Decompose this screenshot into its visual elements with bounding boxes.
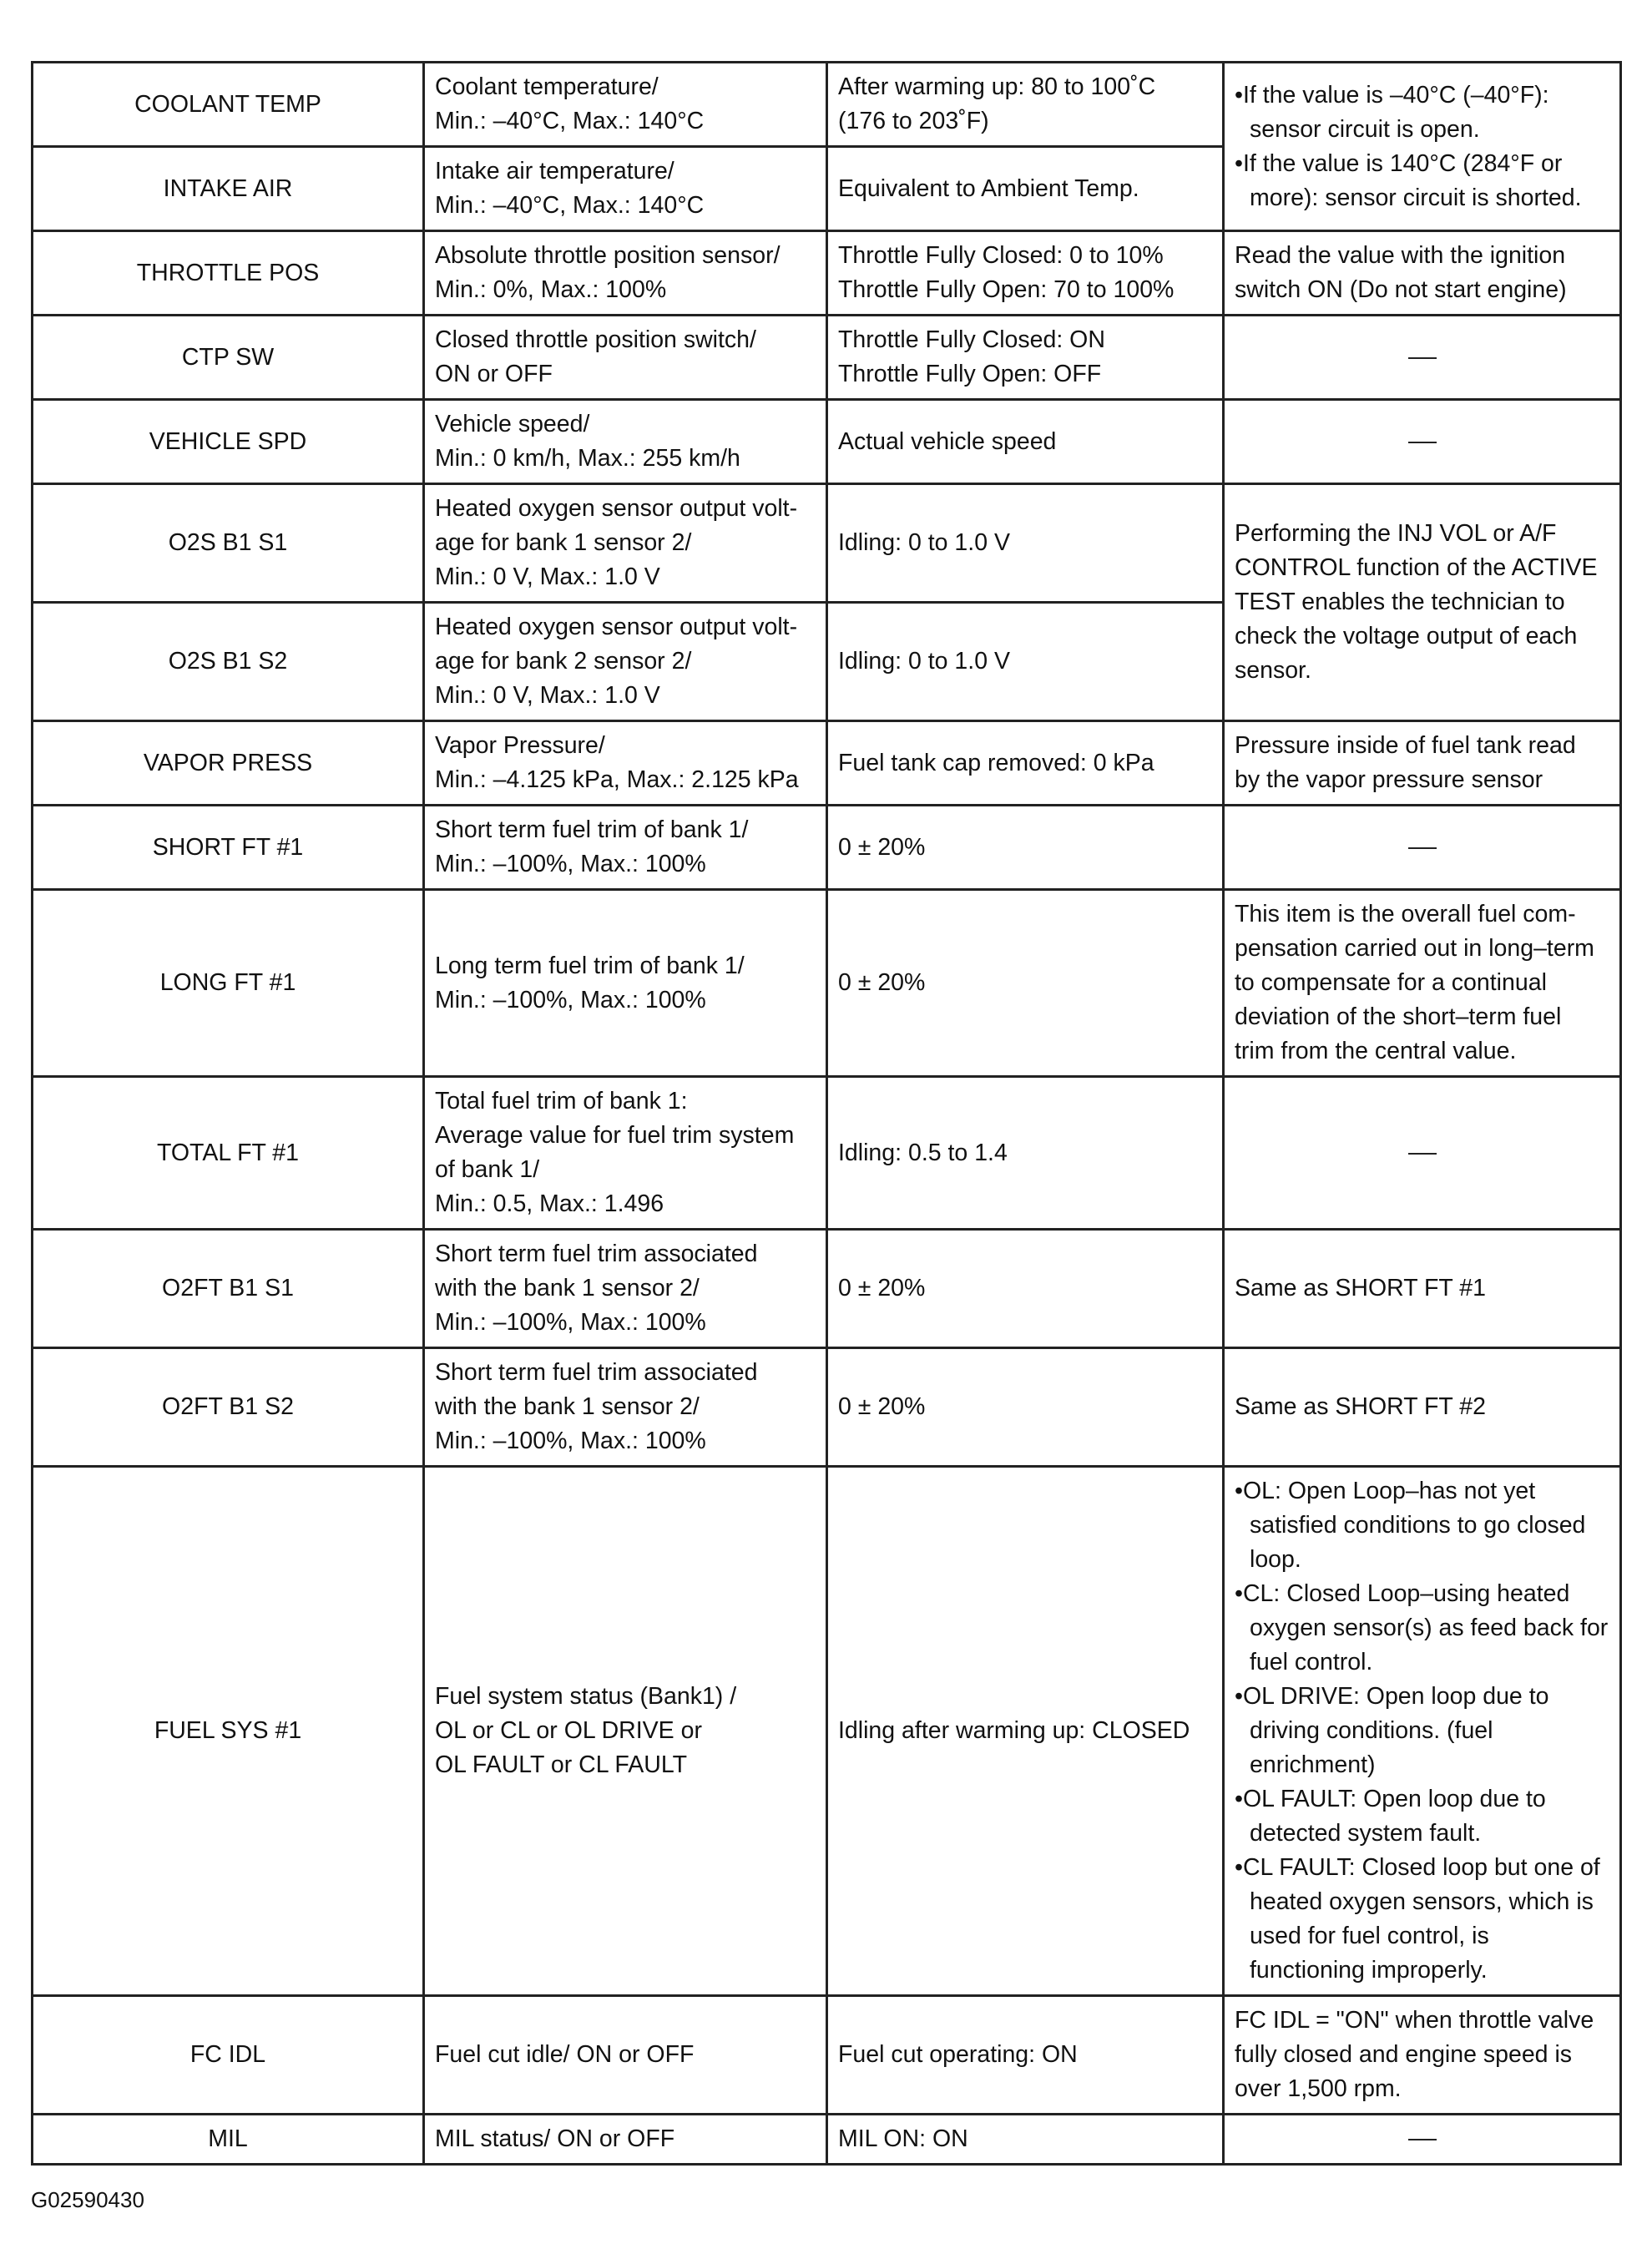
measurement-line: Min.: –4.125 kPa, Max.: 2.125 kPa (435, 766, 799, 793)
diagnostic-note-line: switch ON (Do not start engine) (1235, 276, 1567, 303)
normal-condition-cell (827, 1996, 1224, 2115)
item-label: INTAKE AIR (163, 174, 293, 202)
measurement-line: Vapor Pressure/ (435, 732, 605, 759)
normal-condition-line: Actual vehicle speed (838, 427, 1057, 455)
normal-condition-cell (827, 1467, 1224, 1996)
diagnostic-note-line: Same as SHORT FT #1 (1235, 1275, 1486, 1301)
measurement-line: OL FAULT or CL FAULT (435, 1751, 687, 1778)
measurement-cell (424, 721, 827, 806)
item-label: COOLANT TEMP (134, 90, 321, 118)
normal-condition-cell (827, 484, 1224, 603)
normal-condition-line: Fuel tank cap removed: 0 kPa (838, 749, 1154, 776)
diagnostic-note-line: sensor. (1235, 657, 1311, 684)
normal-condition-cell (827, 1348, 1224, 1467)
item-cell (33, 806, 424, 890)
diagnostic-note-cell (1224, 316, 1621, 400)
table-row (33, 721, 1621, 806)
measurement-line: Min.: –100%, Max.: 100% (435, 1428, 706, 1454)
measurement-cell (424, 484, 827, 603)
table-row (33, 1230, 1621, 1348)
diagnostic-note-line: Read the value with the ignition (1235, 242, 1566, 269)
diagnostic-note-line: trim from the central value. (1235, 1038, 1517, 1064)
normal-condition-line: (176 to 203˚F) (838, 108, 989, 134)
diagnostic-note-cell (1224, 63, 1621, 231)
item-label: LONG FT #1 (159, 969, 296, 996)
diagnostic-note-line: •OL DRIVE: Open loop due to driving conditions. (fuel enrichment) (1235, 1683, 1549, 1778)
normal-condition-line: Throttle Fully Open: 70 to 100% (838, 276, 1175, 303)
normal-condition-cell (827, 1077, 1224, 1230)
item-label: VAPOR PRESS (143, 749, 313, 776)
measurement-line: MIL status/ ON or OFF (435, 2125, 675, 2152)
table-row (33, 1348, 1621, 1467)
normal-condition-line: Throttle Fully Closed: 0 to 10% (838, 242, 1164, 269)
diagnostic-note-line: •OL FAULT: Open loop due to detected system fault. (1235, 1786, 1546, 1847)
item-label: SHORT FT #1 (152, 833, 304, 861)
diagnostic-note-line: •If the value is 140°C (284°F or more): sensor circuit is shorted. (1235, 149, 1582, 211)
diagnostic-note-cell (1224, 484, 1621, 721)
measurement-line: Min.: 0 V, Max.: 1.0 V (435, 564, 660, 590)
figure-code: G02590430 (31, 2187, 144, 2212)
empty-dash (1408, 357, 1437, 359)
measurement-cell (424, 1077, 827, 1230)
diagnostic-note-cell (1224, 1230, 1621, 1348)
item-cell (33, 2115, 424, 2165)
table-row (33, 484, 1621, 603)
diagnostic-note-cell (1224, 231, 1621, 316)
measurement-cell (424, 806, 827, 890)
diagnostic-note-line: •CL: Closed Loop–using heated oxygen sensor(s) as feed back for fuel control. (1235, 1580, 1609, 1675)
table-row (33, 1996, 1621, 2115)
diagnostic-data-table (31, 61, 1622, 2166)
table-row (33, 63, 1621, 147)
item-cell (33, 890, 424, 1077)
item-label: FC IDL (189, 2041, 266, 2068)
normal-condition-cell (827, 603, 1224, 721)
diagnostic-note-cell (1224, 890, 1621, 1077)
table-row (33, 2115, 1621, 2165)
diagnostic-note-cell (1224, 2115, 1621, 2165)
measurement-line: Intake air temperature/ (435, 158, 674, 184)
measurement-line: Fuel cut idle/ ON or OFF (435, 2041, 695, 2068)
diagnostic-note-line: fully closed and engine speed is (1235, 2041, 1573, 2068)
diagnostic-note-line: TEST enables the technician to (1235, 589, 1565, 615)
diagnostic-note-cell (1224, 1996, 1621, 2115)
measurement-line: Min.: –100%, Max.: 100% (435, 1309, 706, 1336)
measurement-cell (424, 603, 827, 721)
item-label: VEHICLE SPD (149, 427, 307, 455)
normal-condition-line: Throttle Fully Open: OFF (838, 361, 1102, 387)
item-label: O2FT B1 S1 (162, 1275, 294, 1301)
diagnostic-note-line: check the voltage output of each (1235, 623, 1578, 649)
item-cell (33, 147, 424, 231)
diagnostic-note-line: This item is the overall fuel com- (1235, 901, 1576, 927)
measurement-cell (424, 316, 827, 400)
empty-dash (1408, 1153, 1437, 1155)
diagnostic-note-line: Same as SHORT FT #2 (1235, 1393, 1486, 1420)
normal-condition-cell (827, 1230, 1224, 1348)
item-cell (33, 231, 424, 316)
measurement-line: age for bank 2 sensor 2/ (435, 648, 692, 675)
item-label: THROTTLE POS (136, 259, 320, 286)
item-cell (33, 721, 424, 806)
diagnostic-note-line: •If the value is –40°C (–40°F): sensor circuit is open. (1235, 81, 1549, 143)
measurement-line: Heated oxygen sensor output volt- (435, 614, 798, 640)
item-label: MIL (208, 2125, 248, 2152)
item-label: TOTAL FT #1 (157, 1139, 299, 1166)
diagnostic-note-cell (1224, 1348, 1621, 1467)
normal-condition-line: After warming up: 80 to 100˚C (838, 73, 1156, 100)
diagnostic-note-cell (1224, 1077, 1621, 1230)
item-label: O2S B1 S1 (168, 529, 288, 556)
empty-dash (1408, 847, 1437, 849)
measurement-line: with the bank 1 sensor 2/ (435, 1275, 700, 1301)
item-cell (33, 1996, 424, 2115)
measurement-line: Average value for fuel trim system (435, 1122, 795, 1149)
diagnostic-note-line: FC IDL = "ON" when throttle valve (1235, 2007, 1594, 2034)
item-label: O2FT B1 S2 (162, 1393, 294, 1420)
measurement-line: Long term fuel trim of bank 1/ (435, 952, 745, 979)
normal-condition-cell (827, 721, 1224, 806)
measurement-line: Coolant temperature/ (435, 73, 659, 100)
item-cell (33, 1230, 424, 1348)
measurement-line: Vehicle speed/ (435, 411, 590, 437)
measurement-cell (424, 1348, 827, 1467)
measurement-line: with the bank 1 sensor 2/ (435, 1393, 700, 1420)
diagnostic-note-line: •OL: Open Loop–has not yet satisfied conditions to go closed loop. (1235, 1478, 1586, 1573)
measurement-line: OL or CL or OL DRIVE or (435, 1717, 702, 1744)
diagnostic-note-line: Performing the INJ VOL or A/F (1235, 520, 1557, 547)
normal-condition-line: Idling after warming up: CLOSED (838, 1717, 1190, 1744)
item-cell (33, 484, 424, 603)
diagnostic-note-line: CONTROL function of the ACTIVE (1235, 554, 1598, 581)
measurement-line: Min.: –40°C, Max.: 140°C (435, 192, 705, 219)
measurement-line: Total fuel trim of bank 1: (435, 1088, 688, 1114)
measurement-line: Min.: –100%, Max.: 100% (435, 986, 706, 1013)
normal-condition-cell (827, 890, 1224, 1077)
empty-dash (1408, 2139, 1437, 2140)
normal-condition-cell (827, 63, 1224, 147)
normal-condition-line: 0 ± 20% (838, 1393, 926, 1420)
table-row (33, 890, 1621, 1077)
item-cell (33, 1077, 424, 1230)
diagnostic-note-cell (1224, 806, 1621, 890)
measurement-line: Min.: 0 V, Max.: 1.0 V (435, 682, 660, 709)
diagnostic-note-line: Pressure inside of fuel tank read (1235, 732, 1576, 759)
item-cell (33, 316, 424, 400)
item-label: O2S B1 S2 (168, 648, 288, 675)
normal-condition-cell (827, 231, 1224, 316)
item-cell (33, 1467, 424, 1996)
normal-condition-line: Idling: 0 to 1.0 V (838, 529, 1010, 556)
measurement-line: Short term fuel trim associated (435, 1359, 758, 1386)
normal-condition-cell (827, 147, 1224, 231)
measurement-line: age for bank 1 sensor 2/ (435, 529, 692, 556)
item-cell (33, 63, 424, 147)
normal-condition-line: Idling: 0 to 1.0 V (838, 648, 1010, 675)
empty-dash (1408, 442, 1437, 443)
measurement-cell (424, 400, 827, 484)
measurement-cell (424, 1996, 827, 2115)
measurement-line: ON or OFF (435, 361, 553, 387)
normal-condition-cell (827, 2115, 1224, 2165)
measurement-cell (424, 63, 827, 147)
table-row (33, 806, 1621, 890)
measurement-cell (424, 890, 827, 1077)
measurement-cell (424, 1230, 827, 1348)
table-row (33, 1467, 1621, 1996)
measurement-line: Min.: 0.5, Max.: 1.496 (435, 1190, 664, 1217)
diagnostic-note-line: deviation of the short–term fuel (1235, 1003, 1562, 1030)
diagnostic-note-line: over 1,500 rpm. (1235, 2075, 1402, 2102)
measurement-line: Closed throttle position switch/ (435, 326, 756, 353)
diagnostic-note-line: •CL FAULT: Closed loop but one of heated oxygen sensors, which is used for fuel control, is functioning improperly. (1235, 1854, 1600, 1984)
measurement-line: Min.: 0%, Max.: 100% (435, 276, 667, 303)
item-label: CTP SW (181, 343, 275, 371)
normal-condition-line: 0 ± 20% (838, 833, 926, 861)
measurement-line: Heated oxygen sensor output volt- (435, 495, 798, 522)
normal-condition-line: Equivalent to Ambient Temp. (838, 174, 1139, 202)
measurement-line: Min.: 0 km/h, Max.: 255 km/h (435, 445, 740, 472)
item-label: FUEL SYS #1 (154, 1717, 302, 1744)
measurement-line: Absolute throttle position sensor/ (435, 242, 781, 269)
measurement-cell (424, 231, 827, 316)
diagnostic-note-line: to compensate for a continual (1235, 969, 1547, 996)
normal-condition-line: Throttle Fully Closed: ON (838, 326, 1105, 353)
normal-condition-cell (827, 806, 1224, 890)
measurement-line: Min.: –100%, Max.: 100% (435, 851, 706, 877)
normal-condition-line: MIL ON: ON (838, 2125, 968, 2152)
diagnostic-note-cell (1224, 721, 1621, 806)
diagnostic-note-line: pensation carried out in long–term (1235, 935, 1594, 962)
measurement-line: of bank 1/ (435, 1156, 540, 1183)
diagnostic-note-cell (1224, 400, 1621, 484)
measurement-cell (424, 1467, 827, 1996)
table-row (33, 231, 1621, 316)
table-row (33, 316, 1621, 400)
measurement-cell (424, 147, 827, 231)
measurement-cell (424, 2115, 827, 2165)
item-cell (33, 603, 424, 721)
item-cell (33, 1348, 424, 1467)
measurement-line: Short term fuel trim of bank 1/ (435, 816, 749, 843)
normal-condition-cell (827, 400, 1224, 484)
table-row (33, 400, 1621, 484)
normal-condition-cell (827, 316, 1224, 400)
table-row (33, 1077, 1621, 1230)
item-cell (33, 400, 424, 484)
normal-condition-line: Fuel cut operating: ON (838, 2041, 1078, 2068)
measurement-line: Min.: –40°C, Max.: 140°C (435, 108, 705, 134)
measurement-line: Short term fuel trim associated (435, 1241, 758, 1267)
measurement-line: Fuel system status (Bank1) / (435, 1683, 737, 1710)
normal-condition-line: 0 ± 20% (838, 1275, 926, 1301)
diagnostic-note-cell (1224, 1467, 1621, 1996)
normal-condition-line: Idling: 0.5 to 1.4 (838, 1139, 1008, 1166)
normal-condition-line: 0 ± 20% (838, 969, 926, 996)
diagnostic-note-line: by the vapor pressure sensor (1235, 766, 1543, 793)
